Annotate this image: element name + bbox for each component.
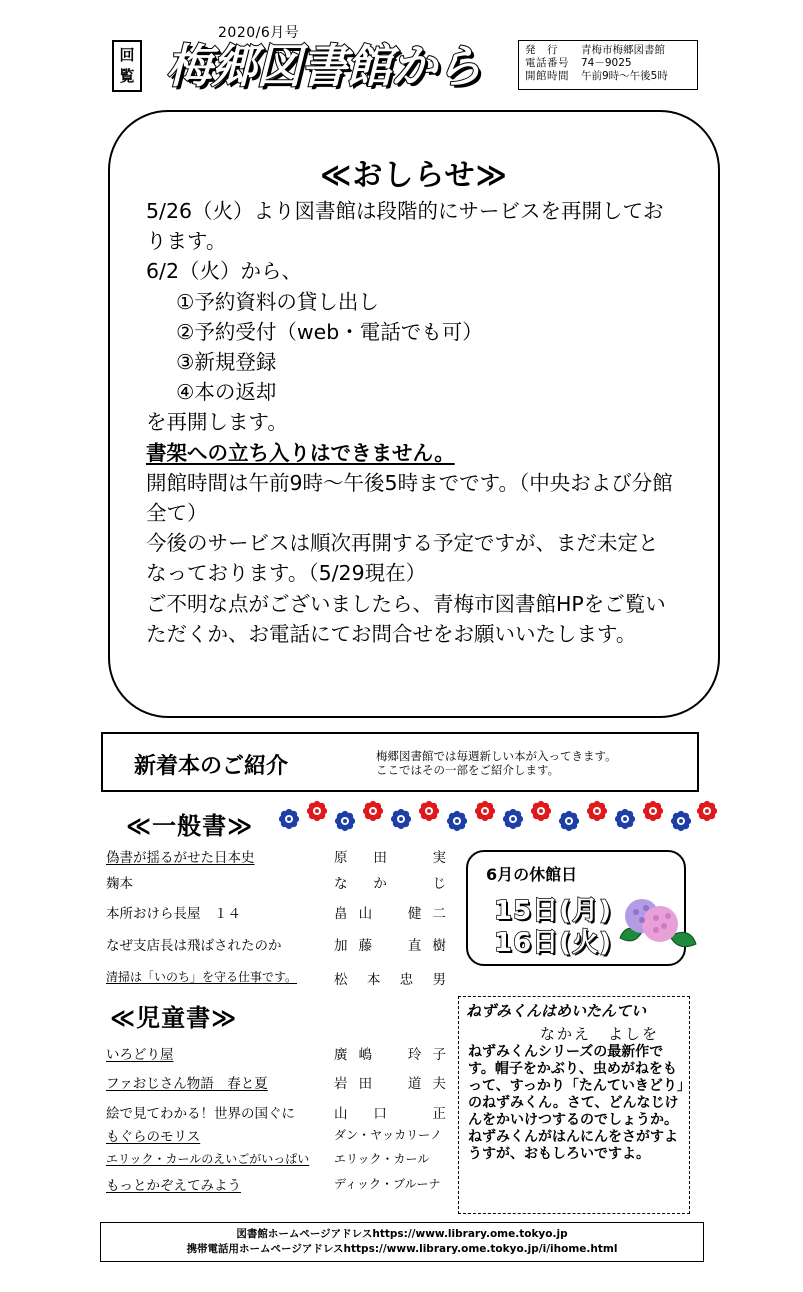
circulation-stamp — [112, 40, 142, 92]
flower-icon — [278, 808, 300, 830]
general-books-heading: ≪一般書≫ — [126, 812, 254, 840]
phone-key: 電話番号 — [525, 57, 569, 69]
closed-days-title: 6月の休館日 — [486, 865, 578, 884]
closed-day-2: 16日(火) — [494, 928, 612, 958]
hours-value: 午前9時～午後5時 — [581, 70, 668, 82]
circulation-stamp-char-2: 覧 — [119, 67, 135, 85]
general-book-title[interactable]: 本所おけら長屋 １４ — [106, 906, 241, 922]
new-books-note-line-2: ここではその一部をご紹介します。 — [376, 763, 560, 777]
general-book-title[interactable]: なぜ支店長は飛ばされたのか — [106, 938, 282, 954]
homepage-address[interactable]: 図書館ホームページアドレスhttps://www.library.ome.tokyo.jp — [236, 1228, 568, 1240]
phone-value: 74－9025 — [581, 57, 632, 69]
children-book-title[interactable]: エリック・カールのえいごがいっぱい — [106, 1152, 310, 1166]
children-book-author: エリック・カール — [334, 1152, 430, 1166]
circulation-stamp-char-1: 回 — [119, 46, 135, 64]
publisher-row — [525, 44, 691, 57]
review-book-title: ねずみくんはめいたんてい — [466, 1002, 647, 1020]
hydrangea-icon — [612, 896, 698, 960]
children-book-author: ダン・ヤッカリーノ — [334, 1128, 442, 1142]
notice-line: を再開します。 — [146, 410, 288, 435]
children-books-heading: ≪児童書≫ — [110, 1004, 238, 1032]
publisher-value: 青梅市梅郷図書館 — [581, 44, 665, 56]
general-book-title[interactable]: 偽書が揺るがせた日本史 — [106, 850, 255, 866]
publisher-info — [518, 40, 698, 90]
notice-body — [146, 196, 676, 649]
general-book-author: 松本忠男 — [334, 972, 446, 988]
flower-icon — [670, 810, 692, 832]
general-book-author: 畠山 健二 — [334, 906, 446, 922]
review-body: ねずみくんシリーズの最新作です。帽子をかぶり、虫めがねをもって、すっかり「たんていきどり」のねずみくん。さて、どんなじけんをかいけつするのでしょうか。ねずみくんがはんにんをさがすようすが、おもしろいですよ。 — [468, 1044, 684, 1162]
new-books-title: 新着本のご紹介 — [134, 754, 289, 779]
children-book-title[interactable]: ファおじさん物語 春と夏 — [106, 1076, 268, 1092]
notice-line: 6/2（火）から、 — [146, 259, 302, 284]
flower-icon — [558, 810, 580, 832]
children-book-title[interactable]: もっとかぞえてみよう — [106, 1178, 241, 1194]
children-book-title[interactable]: もぐらのモリス — [106, 1129, 201, 1145]
flower-icon — [586, 800, 608, 822]
flower-icon — [502, 808, 524, 830]
mobile-homepage-address[interactable]: 携帯電話用ホームページアドレスhttps://www.library.ome.tokyo.jp/i/ihome.html — [186, 1243, 618, 1255]
phone-row — [525, 57, 691, 70]
footer-box — [100, 1222, 704, 1262]
children-book-author: 廣嶋 玲子 — [334, 1047, 446, 1063]
children-book-author: 岩田 道夫 — [334, 1076, 446, 1092]
hours-key: 開館時間 — [525, 70, 569, 82]
flower-icon — [474, 800, 496, 822]
general-book-author: 原 田 実 — [334, 850, 446, 866]
notice-warning-text: 書架への立ち入りはできません。 — [146, 440, 455, 465]
flower-icon — [446, 810, 468, 832]
flower-icon — [390, 808, 412, 830]
flower-icon — [696, 800, 718, 822]
children-book-title[interactable]: いろどり屋 — [106, 1047, 174, 1063]
closed-day-1: 15日(月) — [494, 896, 612, 926]
flower-icon — [334, 810, 356, 832]
general-book-title[interactable]: 麹本 — [106, 876, 133, 892]
notice-line: 開館時間は午前9時～午後5時までです。（中央および分館全て） — [146, 470, 673, 526]
notice-line: 今後のサービスは順次再開する予定ですが、まだ未定となっております。（5/29現在） — [146, 531, 659, 586]
notice-list-item: ④本の返却 — [176, 380, 277, 405]
flower-icon — [418, 800, 440, 822]
notice-line: ご不明な点がございましたら、青梅市図書館HPをご覧いただくか、お電話にてお問合せをお願いいたします。 — [146, 591, 666, 646]
notice-line: 5/26（火）より図書館は段階的にサービスを再開しております。 — [146, 199, 664, 254]
newsletter-title: 梅郷図書館から — [166, 39, 481, 93]
flower-icon — [306, 800, 328, 822]
flower-icon — [642, 800, 664, 822]
children-book-author: 山 口 正 — [334, 1106, 446, 1122]
children-book-author: ディック・ブルーナ — [334, 1177, 441, 1191]
notice-list-item: ②予約受付（web・電話でも可） — [176, 319, 483, 344]
children-book-title[interactable]: 絵で見てわかる！世界の国ぐに — [106, 1106, 295, 1122]
flower-icon — [614, 808, 636, 830]
general-book-title[interactable]: 清掃は「いのち」を守る仕事です。 — [106, 970, 298, 984]
notice-warning — [146, 438, 676, 468]
issue-date: 2020/6月号 — [218, 25, 300, 41]
notice-list-item: ①予約資料の貸し出し — [176, 289, 379, 314]
new-books-note — [376, 749, 617, 777]
new-books-note-line-1: 梅郷図書館では毎週新しい本が入ってきます。 — [376, 749, 617, 763]
notice-title: ≪おしらせ≫ — [320, 158, 508, 193]
publisher-key: 発 行 — [525, 44, 558, 56]
general-book-author: 加藤 直樹 — [334, 938, 446, 954]
hours-row — [525, 70, 691, 83]
flower-icon — [530, 800, 552, 822]
review-book-author: なかえ よしを — [540, 1025, 660, 1043]
notice-list-item: ③新規登録 — [176, 350, 277, 375]
flower-icon — [362, 800, 384, 822]
general-book-author: な か じ — [334, 876, 446, 892]
